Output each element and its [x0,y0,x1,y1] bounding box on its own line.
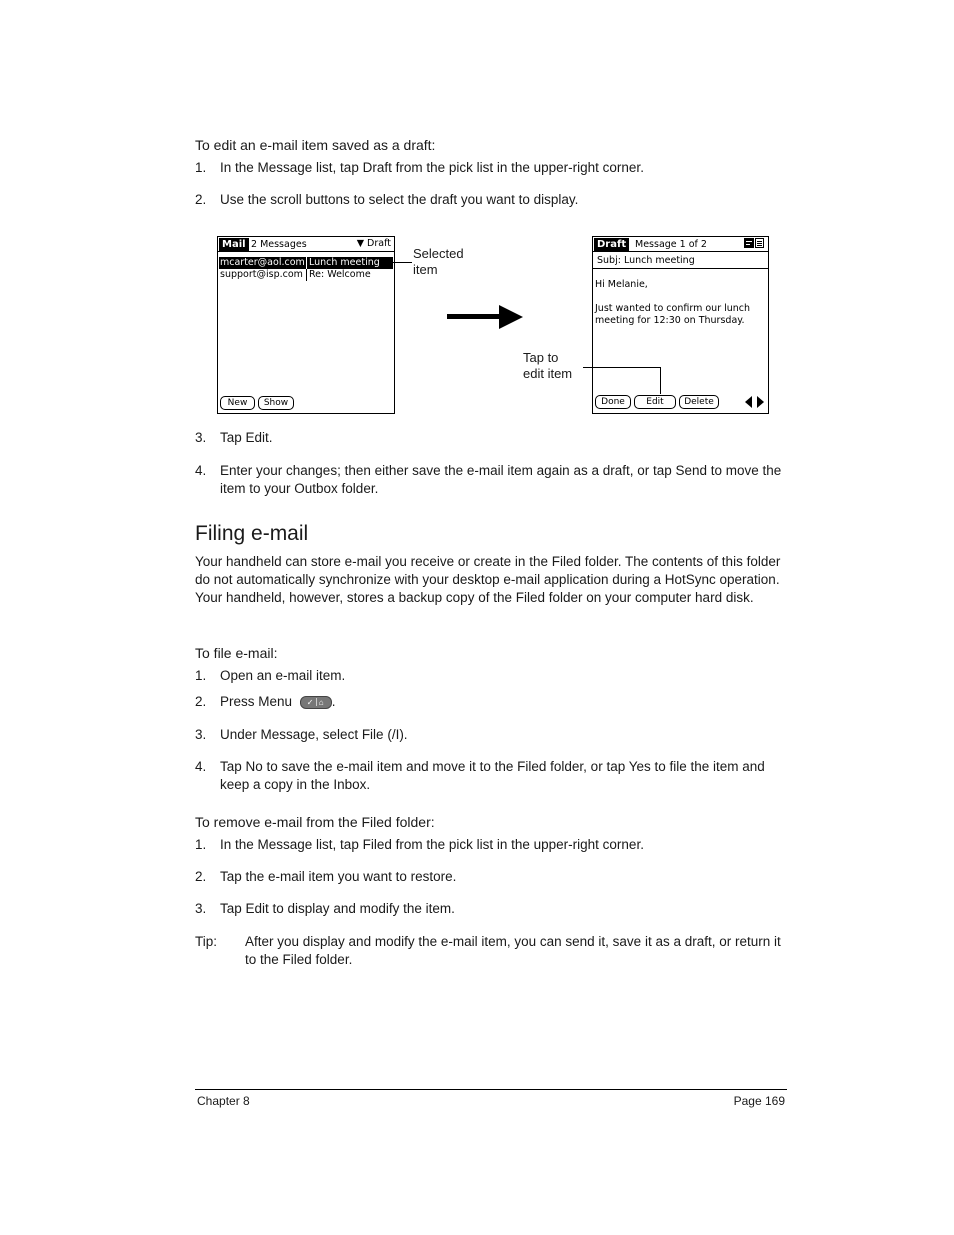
mail-tab: Mail [219,238,249,251]
filing-intro: Your handheld can store e-mail you receive or create in the Filed folder. The contents of this folder do not automatically synchronize with your desktop e-mail application during a HotSync operation. Your handheld, however, stores a backup copy of the Filed folder on your computer hard disk. [195,554,781,605]
callout-line: Selected [413,246,464,261]
message-body-line: meeting for 12:30 on Thursday. [595,315,745,326]
message-greeting: Hi Melanie, [595,279,648,290]
step-text: Open an e-mail item. [220,668,346,683]
full-view-icon[interactable] [755,238,764,248]
message-view-screen [592,236,769,414]
section-heading-file: To file e-mail: [195,645,278,661]
step-text [220,693,785,711]
step-text: Enter your changes; then either save the e-mail item again as a draft, or tap Send to move the item to your Outbox folder. [220,463,782,496]
step-text: Under Message, select File (/I). [220,727,408,742]
step-number: 3. [195,430,207,445]
menu-button-icon: ✓ ⌂ [300,696,332,709]
abridged-view-icon[interactable] [744,238,754,248]
step-text-content: Press Menu [220,694,293,709]
title-underline [218,251,394,252]
callout-selected-item [413,246,464,278]
row-from[interactable]: support@isp.com [220,269,303,280]
arrow-right-icon [447,303,525,331]
done-button[interactable]: Done [595,395,631,409]
footer-chapter: Chapter 8 [197,1094,250,1108]
category-picker[interactable]: ▼ Draft [356,238,391,249]
message-count: 2 Messages [251,239,307,250]
step-text: Tap No to save the e-mail item and move it to the Filed folder, or tap Yes to file the item and keep a copy in the Inbox. [220,759,765,792]
callout-leader-edit-vertical [660,367,661,394]
step-number: 4. [195,463,207,478]
callout-leader-edit [583,367,661,368]
step-number: 1. [195,668,207,683]
row-subject[interactable]: Lunch meeting [309,257,380,268]
step-number: 2. [195,192,207,207]
step-number: 2. [195,694,207,709]
show-button[interactable]: Show [258,396,294,410]
callout-line: item [413,262,438,277]
sentence-period: . [331,694,336,709]
section-heading-remove: To remove e-mail from the Filed folder: [195,814,435,830]
mail-list-screen [217,236,395,414]
title-underline [593,251,768,252]
row-subject[interactable]: Re: Welcome [309,269,371,280]
footer-page-number: Page 169 [733,1094,785,1108]
column-divider [306,269,307,281]
step-number: 1. [195,160,207,175]
delete-button[interactable]: Delete [679,395,719,409]
step-text: Tap Edit to display and modify the item. [220,901,455,916]
footer-rule [195,1089,787,1090]
new-button[interactable]: New [220,396,255,410]
step-number: 3. [195,901,207,916]
step-text: In the Message list, tap Draft from the pick list in the upper-right corner. [220,160,644,175]
step-number: 3. [195,727,207,742]
step-number: 2. [195,869,207,884]
scroll-arrows-icon[interactable] [744,395,766,409]
step-text: Use the scroll buttons to select the draft you want to display. [220,192,579,207]
callout-tap-to-edit [523,350,572,382]
step-number: 4. [195,759,207,774]
callout-line: edit item [523,366,573,381]
message-counter: Message 1 of 2 [635,239,707,250]
subject-line: Subj: Lunch meeting [597,255,695,266]
column-divider [306,257,307,269]
callout-leader-selected [393,262,412,263]
draft-tab: Draft [594,238,629,251]
section-heading-edit-draft: To edit an e-mail item saved as a draft: [195,137,436,153]
row-from[interactable]: mcarter@aol.com [220,257,305,268]
section-title-filing: Filing e-mail [195,522,309,545]
step-text: Tap the e-mail item you want to restore. [220,869,457,884]
step-text: In the Message list, tap Filed from the pick list in the upper-right corner. [220,837,644,852]
message-body-line: Just wanted to confirm our lunch [595,303,751,314]
step-number: 1. [195,837,207,852]
header-divider [593,268,768,269]
step-text: Tap Edit. [220,430,273,445]
callout-line: Tap to [523,350,559,365]
tip-text: After you display and modify the e-mail item, you can send it, save it as a draft, or return it to the Filed folder. [245,934,781,967]
edit-button[interactable]: Edit [634,395,676,409]
tip-label: Tip: [195,934,218,949]
